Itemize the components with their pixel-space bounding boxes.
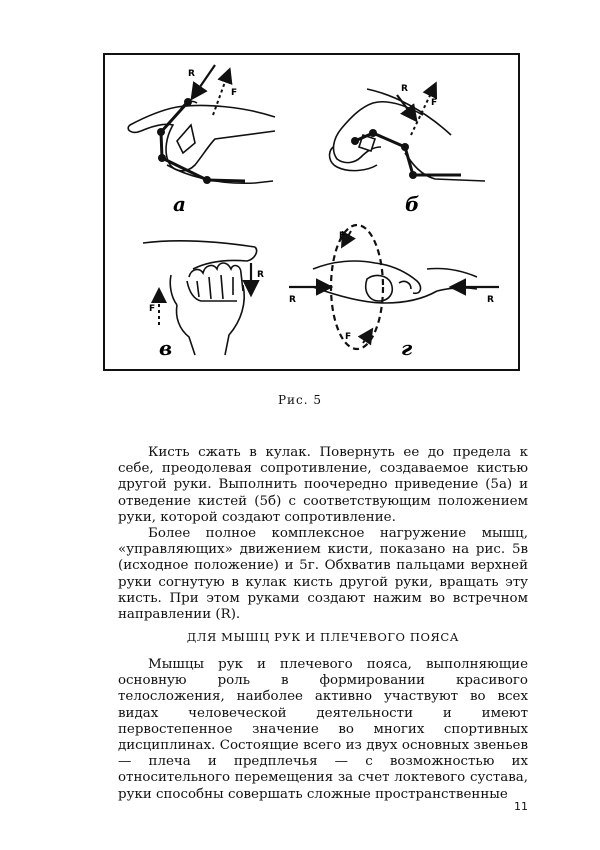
panel-d-force-F-bottom: F [345,332,352,342]
hand-exercise-illustration [105,55,522,373]
paragraph-3-block [118,657,528,803]
panel-d-force-F-top: F [339,231,346,241]
paragraph-3: Мышцы рук и плечевого пояса, выполняющие основную роль в формировании красивого телосложения, наиболее активно участвуют во всех видах человеческой деятельности и имеют первостепенное значение во многих спортивных дисциплинах. Состоящие всего из двух основных звеньев — плеча и предплечья — с возможностью их относительного перемещения за счет локтевого сустава, руки способны совершать сложные пространственные [118,657,528,802]
panel-c-force-F: F [149,304,156,314]
figure-5 [103,53,520,371]
panel-d-label: г [401,336,413,360]
panel-a-illustration [128,101,275,183]
panel-b-label: б [405,192,420,216]
panel-a-lever [157,98,245,184]
page-number: 11 [514,800,528,813]
panel-b-force-F: F [431,98,438,108]
paragraph-1: Кисть сжать в кулак. Повернуть ее до предела к себе, преодолевая сопротивление, создаваемое кистью другой руки. Выполнить поочередно приведение (5а) и отведение кистей (5б) с соответствующим положением руки, которой создают сопротивление. [118,445,528,525]
paragraph-2-block [118,526,528,623]
panel-d-force-R-left: R [289,295,296,305]
figure-caption: Рис. 5 [277,393,323,407]
panel-c-force-R: R [257,270,264,280]
panel-a-force-F: F [231,88,238,98]
panel-d-illustration [313,261,477,303]
paragraph-2: Более полное комплексное нагружение мышц, «управляющих» движением кисти, показано на рис. 5в (исходное положение) и 5г. Обхватив пальцами верхней руки согнутую в кулак кисть другой руки, вращать эту кисть. При этом руками создают нажим во встречном направлении (R). [118,526,528,623]
panel-d-force-R-right: R [487,295,494,305]
panel-a-label: а [173,192,186,216]
panel-c-label: в [159,336,173,360]
panel-b-force-R: R [401,84,408,94]
panel-a-force-R: R [188,69,195,79]
section-heading: ДЛЯ МЫШЦ РУК И ПЛЕЧЕВОГО ПОЯСА [186,630,460,644]
panel-b-illustration [330,89,485,181]
paragraph-1-block [118,445,528,526]
panel-b-lever [351,129,461,179]
